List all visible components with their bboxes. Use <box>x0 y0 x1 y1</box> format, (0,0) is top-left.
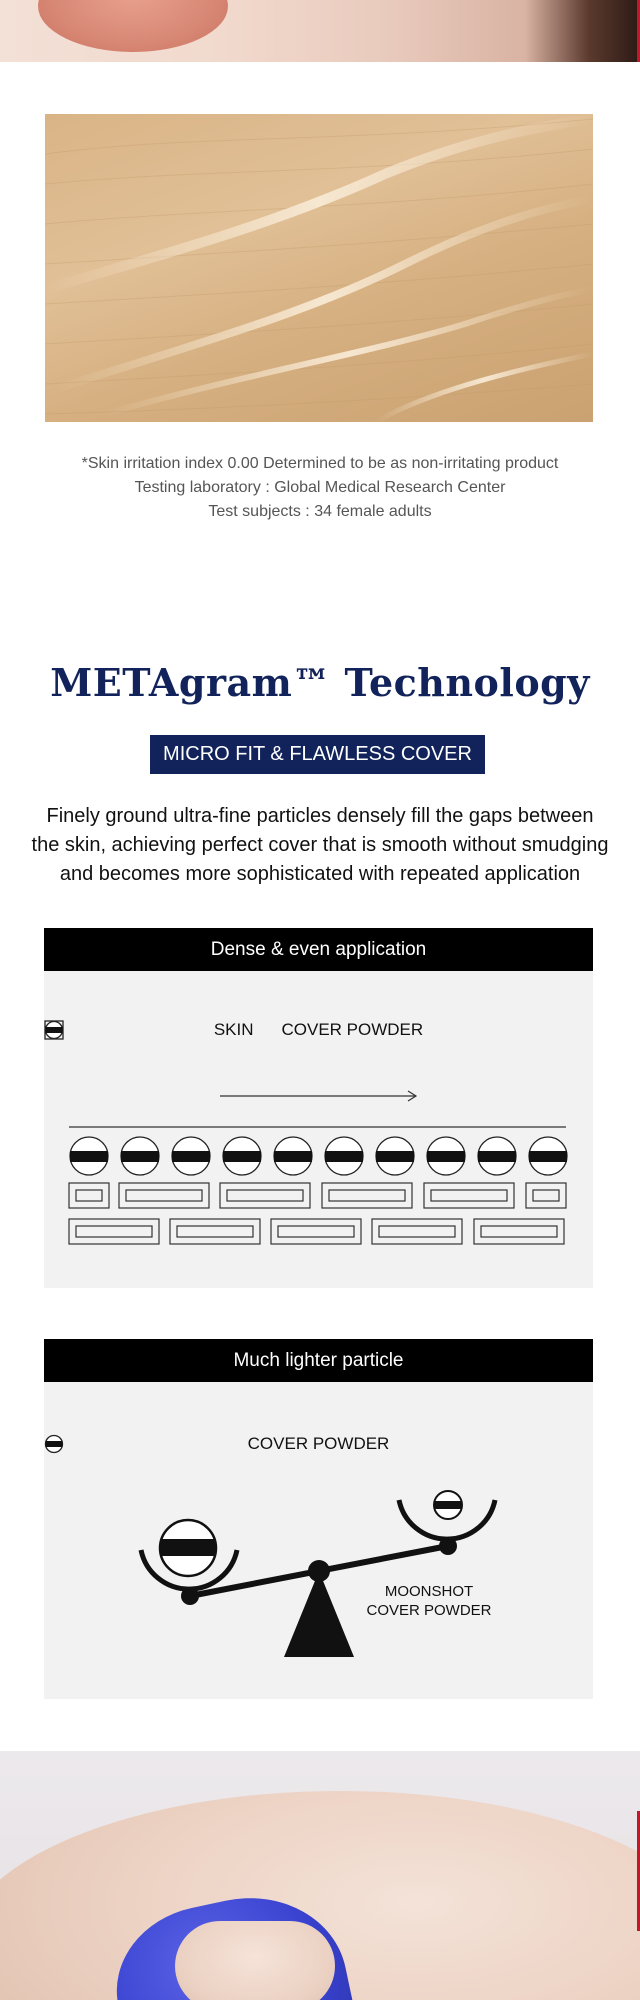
skin-cell <box>69 1219 159 1244</box>
powder-particle <box>376 1137 414 1175</box>
small-powder-particle <box>434 1491 462 1519</box>
legend-powder-label: COVER POWDER <box>281 1020 424 1039</box>
legend-powder-label: COVER POWDER <box>247 1434 390 1453</box>
fulcrum-pivot <box>308 1560 330 1582</box>
skin-cell <box>271 1219 361 1244</box>
particle-layer-diagram <box>44 928 593 1288</box>
lighter-particle-panel <box>44 1339 593 1699</box>
dense-application-panel <box>44 928 593 1288</box>
disclaimer-line-1: *Skin irritation index 0.00 Determined to be as non-irritating product <box>81 455 559 472</box>
moonshot-label-line-2: COVER POWDER <box>366 1602 492 1619</box>
large-powder-particle <box>160 1520 216 1576</box>
description-line-1: Finely ground ultra-fine particles densely fill the gaps between <box>46 805 594 827</box>
disclaimer-line-2: Testing laboratory : Global Medical Research Center <box>134 479 506 496</box>
foundation-texture-image <box>45 114 593 422</box>
test-disclaimer <box>0 452 640 524</box>
lips-image <box>38 0 228 52</box>
powder-particle <box>478 1137 516 1175</box>
panel-title: Dense & even application <box>44 928 593 971</box>
technology-title: METAgram™ Technology <box>50 660 590 705</box>
arrow-right-icon <box>220 1091 416 1101</box>
skin-cell <box>119 1183 209 1208</box>
powder-particle <box>325 1137 363 1175</box>
powder-particle <box>529 1137 567 1175</box>
skin-cell <box>424 1183 514 1208</box>
skin-cell <box>372 1219 462 1244</box>
top-product-photo <box>0 0 640 62</box>
disclaimer-line-3: Test subjects : 34 female adults <box>208 503 432 520</box>
skin-cell <box>220 1183 310 1208</box>
technology-badge: MICRO FIT & FLAWLESS COVER <box>150 735 485 774</box>
skin-cell <box>69 1183 109 1208</box>
scale-fulcrum <box>284 1571 354 1657</box>
description-line-2: the skin, achieving perfect cover that is smooth without smudging <box>31 834 609 856</box>
description-line-3: and becomes more sophisticated with repeated application <box>59 863 581 885</box>
skin-cell <box>474 1219 564 1244</box>
bottom-application-photo <box>0 1751 640 2000</box>
powder-particle <box>70 1137 108 1175</box>
technology-description <box>0 802 640 889</box>
legend-skin-label: SKIN <box>213 1020 254 1039</box>
powder-particle <box>427 1137 465 1175</box>
powder-particle <box>121 1137 159 1175</box>
powder-particle <box>274 1137 312 1175</box>
skin-cell <box>170 1219 260 1244</box>
panel-title: Much lighter particle <box>44 1339 593 1382</box>
skin-cell <box>322 1183 412 1208</box>
skin-cell <box>526 1183 566 1208</box>
powder-particle <box>172 1137 210 1175</box>
balance-scale-diagram <box>44 1339 593 1699</box>
finger <box>175 1921 335 2000</box>
powder-particle <box>223 1137 261 1175</box>
moonshot-label-line-1: MOONSHOT <box>384 1583 474 1600</box>
